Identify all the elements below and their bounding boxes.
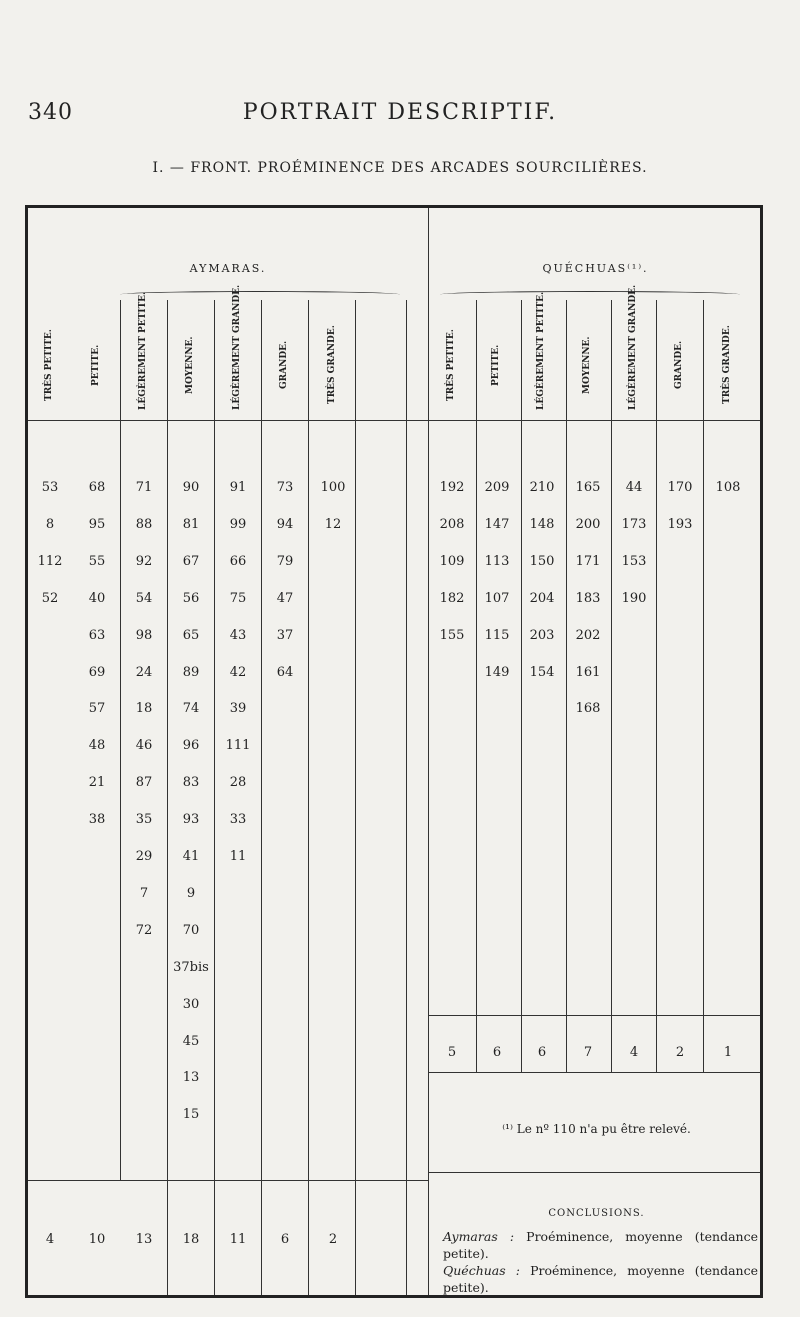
- table-cell: 155: [439, 627, 465, 643]
- column-rule: [611, 300, 612, 1072]
- table-cell: 203: [529, 627, 555, 643]
- column-header-quechuas: LÉGÈREMENT PETITE.: [536, 291, 546, 410]
- table-cell: 66: [229, 553, 247, 569]
- table-cell: 107: [484, 590, 510, 606]
- table-cell: 7: [139, 885, 149, 901]
- column-rule: [406, 300, 407, 1295]
- column-header-aymaras: LÉGÈREMENT GRANDE.: [232, 284, 242, 410]
- table-cell: 193: [667, 516, 693, 532]
- page-number: 340: [28, 100, 73, 125]
- column-header-quechuas: PETITE.: [491, 344, 501, 386]
- table-cell: 69: [88, 664, 106, 680]
- table-cell: 153: [621, 553, 647, 569]
- table-cell: 72: [135, 922, 153, 938]
- table-cell: 161: [575, 664, 601, 680]
- table-cell: 115: [484, 627, 510, 643]
- table-cell: 183: [575, 590, 601, 606]
- table-cell: 67: [182, 553, 200, 569]
- table-cell: 209: [484, 480, 510, 495]
- column-rule: [167, 300, 168, 1295]
- table-cell: 53: [41, 480, 59, 495]
- table-cell: 29: [135, 849, 153, 864]
- table-cell: 74: [182, 701, 200, 717]
- table-cell: 92: [135, 553, 153, 569]
- totals-rule-quechuas: [428, 1015, 760, 1016]
- table-cell: 45: [182, 1033, 200, 1049]
- table-cell: 38: [88, 812, 106, 828]
- table-cell: 39: [229, 701, 247, 717]
- running-head: PORTRAIT DESCRIPTIF.: [242, 100, 558, 125]
- table-cell: 192: [439, 480, 465, 495]
- table-cell: 96: [182, 738, 200, 754]
- column-rule: [521, 300, 522, 1072]
- table-cell: 168: [575, 701, 601, 717]
- table-cell: 70: [182, 922, 200, 938]
- table-cell: 81: [182, 516, 200, 532]
- column-header-aymaras: TRÈS GRANDE.: [327, 325, 337, 405]
- column-header-aymaras: TRÈS PETITE.: [44, 329, 54, 401]
- table-cell: 24: [135, 664, 153, 680]
- footnote-rule: [428, 1072, 760, 1073]
- table-cell: 99: [229, 516, 247, 532]
- column-header-aymaras: MOYENNE.: [185, 336, 195, 394]
- table-cell: 43: [229, 627, 247, 643]
- column-header-aymaras: GRANDE.: [279, 340, 289, 390]
- total-count-quechuas: 2: [675, 1045, 685, 1060]
- table-cell: 11: [229, 849, 247, 864]
- column-header-quechuas: LÉGÈREMENT GRANDE.: [628, 284, 638, 410]
- table-cell: 170: [667, 480, 693, 495]
- table-cell: 108: [715, 480, 741, 495]
- table-cell: 71: [135, 480, 153, 495]
- total-count-aymaras: 11: [229, 1232, 247, 1247]
- table-cell: 190: [621, 590, 647, 606]
- total-count-quechuas: 1: [723, 1045, 733, 1060]
- table-cell: 52: [41, 590, 59, 606]
- group-title-aymaras: AYMARAS.: [189, 262, 267, 275]
- table-cell: 21: [88, 775, 106, 791]
- table-cell: 113: [484, 553, 510, 569]
- table-cell: 41: [182, 849, 200, 864]
- total-count-aymaras: 4: [45, 1232, 55, 1247]
- table-title: I. — FRONT. PROÉMINENCE DES ARCADES SOURCILIÈRES.: [152, 160, 648, 176]
- total-count-aymaras: 10: [88, 1232, 106, 1247]
- column-header-quechuas: GRANDE.: [674, 340, 684, 390]
- total-count-quechuas: 6: [537, 1045, 547, 1060]
- table-cell: 33: [229, 812, 247, 828]
- table-cell: 112: [37, 553, 63, 569]
- footnote: ⁽¹⁾ Le nº 110 n'a pu être relevé.: [502, 1122, 691, 1136]
- table-cell: 147: [484, 516, 510, 532]
- table-cell: 200: [575, 516, 601, 532]
- table-cell: 15: [182, 1107, 200, 1123]
- table-cell: 111: [225, 738, 251, 754]
- table-cell: 204: [529, 590, 555, 606]
- total-count-aymaras: 6: [280, 1232, 290, 1247]
- conclusions-title: CONCLUSIONS.: [548, 1208, 645, 1219]
- table-cell: 48: [88, 738, 106, 754]
- total-count-aymaras: 13: [135, 1232, 153, 1247]
- table-cell: 63: [88, 627, 106, 643]
- column-rule: [566, 300, 567, 1072]
- total-count-aymaras: 2: [328, 1232, 338, 1247]
- table-cell: 46: [135, 738, 153, 754]
- conclusions-aymaras-text: Proéminence, moyenne (tendance petite).: [443, 1229, 758, 1261]
- table-cell: 40: [88, 590, 106, 606]
- table-cell: 83: [182, 775, 200, 791]
- column-rule: [308, 300, 309, 1295]
- table-cell: 28: [229, 775, 247, 791]
- column-header-quechuas: MOYENNE.: [582, 336, 592, 394]
- table-cell: 171: [575, 553, 601, 569]
- table-cell: 55: [88, 553, 106, 569]
- column-rule: [476, 300, 477, 1072]
- table-cell: 95: [88, 516, 106, 532]
- table-cell: 149: [484, 664, 510, 680]
- header-rule: [28, 420, 760, 421]
- table-cell: 73: [276, 480, 294, 495]
- table-cell: 93: [182, 812, 200, 828]
- group-title-quechuas: QUÉCHUAS⁽¹⁾.: [542, 262, 649, 275]
- table-cell: 47: [276, 590, 294, 606]
- table-cell: 75: [229, 590, 247, 606]
- column-header-aymaras: LÉGÈREMENT PETITE.: [138, 291, 148, 410]
- table-cell: 173: [621, 516, 647, 532]
- column-header-quechuas: TRÈS PETITE.: [446, 329, 456, 401]
- table-cell: 79: [276, 553, 294, 569]
- table-cell: 165: [575, 480, 601, 495]
- column-header-quechuas: TRÈS GRANDE.: [722, 325, 732, 405]
- table-cell: 37: [276, 627, 294, 643]
- column-rule: [214, 300, 215, 1295]
- total-count-quechuas: 7: [583, 1045, 593, 1060]
- table-cell: 109: [439, 553, 465, 569]
- table-cell: 148: [529, 516, 555, 532]
- total-count-quechuas: 6: [492, 1045, 502, 1060]
- table-cell: 57: [88, 701, 106, 717]
- table-cell: 37bis: [173, 959, 209, 975]
- table-cell: 18: [135, 701, 153, 717]
- table-cell: 202: [575, 627, 601, 643]
- column-rule: [261, 300, 262, 1295]
- table-cell: 88: [135, 516, 153, 532]
- table-cell: 89: [182, 664, 200, 680]
- table-cell: 42: [229, 664, 247, 680]
- table-cell: 90: [182, 480, 200, 495]
- conclusions-body: [443, 1228, 758, 1296]
- column-rule: [355, 300, 356, 1295]
- table-cell: 91: [229, 480, 247, 495]
- conclusions-aymaras-label: Aymaras :: [443, 1229, 515, 1244]
- table-cell: 87: [135, 775, 153, 791]
- group-divider: [428, 208, 429, 1295]
- table-cell: 30: [182, 996, 200, 1012]
- table-cell: 13: [182, 1070, 200, 1086]
- column-rule: [120, 300, 121, 1180]
- table-cell: 210: [529, 480, 555, 495]
- group-brace-aymaras: [120, 291, 400, 298]
- table-cell: 35: [135, 812, 153, 828]
- group-brace-quechuas: [440, 291, 740, 298]
- table-cell: 68: [88, 480, 106, 495]
- table-cell: 54: [135, 590, 153, 606]
- total-count-quechuas: 5: [447, 1045, 457, 1060]
- table-cell: 56: [182, 590, 200, 606]
- table-cell: 9: [186, 885, 196, 901]
- conclusions-quechuas-text: Proéminence, moyenne (tendance petite).: [443, 1263, 758, 1295]
- totals-rule-aymaras: [28, 1180, 428, 1181]
- column-header-aymaras: PETITE.: [91, 344, 101, 386]
- table-cell: 8: [45, 516, 55, 532]
- table-cell: 182: [439, 590, 465, 606]
- table-cell: 98: [135, 627, 153, 643]
- conclusions-rule: [428, 1172, 760, 1173]
- table-cell: 208: [439, 516, 465, 532]
- table-cell: 150: [529, 553, 555, 569]
- table-cell: 100: [320, 480, 346, 495]
- conclusions-quechuas-label: Quéchuas :: [443, 1263, 520, 1278]
- total-count-quechuas: 4: [629, 1045, 639, 1060]
- table-cell: 12: [324, 516, 342, 532]
- table-cell: 64: [276, 664, 294, 680]
- column-rule: [703, 300, 704, 1072]
- table-cell: 94: [276, 516, 294, 532]
- table-cell: 44: [625, 480, 643, 495]
- column-rule: [656, 300, 657, 1072]
- total-count-aymaras: 18: [182, 1232, 200, 1247]
- table-cell: 65: [182, 627, 200, 643]
- table-cell: 154: [529, 664, 555, 680]
